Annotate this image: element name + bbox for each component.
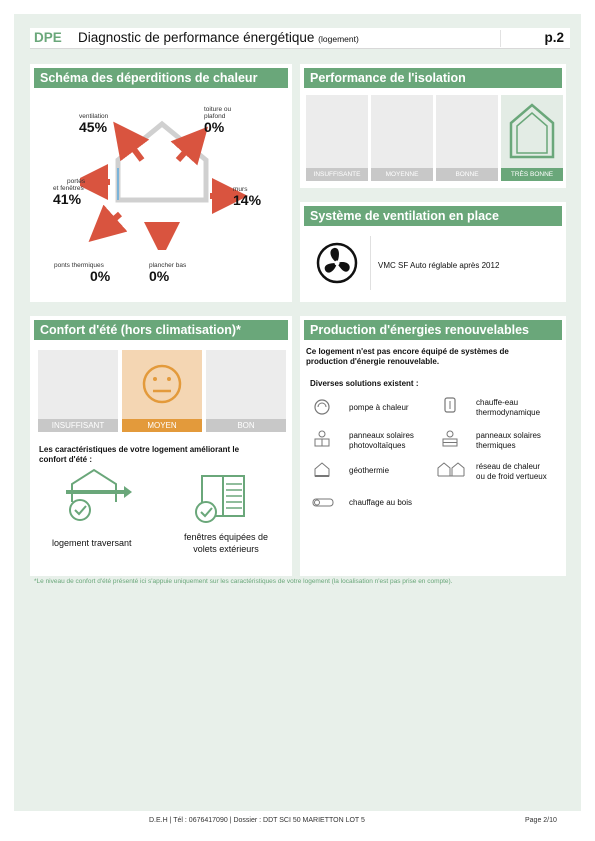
renouvelables-title: Production d'énergies renouvelables bbox=[304, 320, 562, 340]
fan-icon bbox=[316, 242, 358, 284]
footer-page: Page 2/10 bbox=[525, 817, 557, 824]
logement-traversant-icon bbox=[64, 468, 134, 524]
sol-pompe: pompe à chaleur bbox=[349, 403, 409, 412]
confort-bon: BON bbox=[206, 350, 286, 432]
footer-info: D.E.H | Tél : 0676417090 | Dossier : DDT SCI 50 MARIETTON LOT 5 bbox=[149, 817, 365, 824]
sol-chauffe-eau: chauffe-eau thermodynamique bbox=[476, 398, 541, 417]
dep-portes: portes et fenêtres 41% bbox=[53, 178, 86, 207]
neutral-face-icon bbox=[122, 350, 202, 418]
header-divider bbox=[500, 30, 501, 47]
wood-heating-icon bbox=[311, 492, 335, 512]
confort-moyen: MOYEN bbox=[122, 350, 202, 432]
dpe-badge: DPE bbox=[34, 30, 62, 45]
renouvelables-intro: Ce logement n'est pas encore équipé de systèmes de production d'énergie renouvelable. bbox=[306, 347, 509, 366]
confort-title: Confort d'été (hors climatisation)* bbox=[34, 320, 288, 340]
sol-bois: chauffage au bois bbox=[349, 498, 413, 507]
dep-toiture: toiture ou plafond 0% bbox=[204, 106, 232, 135]
sol-pv: panneaux solaires photovoltaïques bbox=[349, 431, 414, 450]
dep-plancher: plancher bas 0% bbox=[149, 262, 187, 284]
dep-ponts: ponts thermiques 0% bbox=[54, 262, 111, 284]
ventilation-description: VMC SF Auto réglable après 2012 bbox=[378, 261, 500, 270]
feature-logement-traversant: logement traversant bbox=[52, 538, 132, 548]
iso-tres-bonne: TRÈS BONNE bbox=[501, 95, 563, 181]
volets-icon bbox=[194, 472, 254, 528]
sol-geothermie: géothermie bbox=[349, 466, 390, 475]
schema-title: Schéma des déperditions de chaleur bbox=[34, 68, 288, 88]
ventilation-title: Système de ventilation en place bbox=[304, 206, 562, 226]
heat-pump-icon bbox=[312, 397, 332, 417]
iso-moyenne: MOYENNE bbox=[371, 95, 433, 181]
house-icon bbox=[501, 97, 563, 167]
sol-reseau: réseau de chaleur ou de froid vertueux bbox=[476, 462, 547, 481]
iso-bonne: BONNE bbox=[436, 95, 498, 181]
footnote: *Le niveau de confort d'été présenté ici s'appuie uniquement sur les caractéristiques de votre logement (la localisation n'est pas prise en compte). bbox=[34, 578, 453, 585]
solar-thermal-icon bbox=[440, 428, 460, 448]
dep-murs: murs 14% bbox=[233, 186, 262, 208]
page-header bbox=[30, 28, 570, 49]
isolation-title: Performance de l'isolation bbox=[304, 68, 562, 88]
page-subtitle: (logement) bbox=[318, 34, 359, 44]
sol-thermique: panneaux solaires thermiques bbox=[476, 431, 541, 450]
dep-ventilation: ventilation 45% bbox=[79, 113, 109, 135]
water-heater-icon bbox=[440, 395, 460, 415]
geothermal-icon bbox=[312, 459, 332, 479]
heat-network-icon bbox=[436, 459, 466, 479]
solar-pv-icon bbox=[312, 428, 332, 448]
page-number: p.2 bbox=[544, 30, 564, 45]
ventilation-divider bbox=[370, 236, 371, 290]
confort-insuffisant: INSUFFISANT bbox=[38, 350, 118, 432]
solutions-title: Diverses solutions existent : bbox=[310, 379, 419, 388]
page-title: Diagnostic de performance énergétique (logement) bbox=[78, 30, 359, 45]
iso-insuffisante: INSUFFISANTE bbox=[306, 95, 368, 181]
feature-volets: fenêtres équipées de volets extérieurs bbox=[183, 532, 269, 554]
confort-features-title: Les caractéristiques de votre logement améliorant le confort d'été : bbox=[39, 445, 240, 464]
